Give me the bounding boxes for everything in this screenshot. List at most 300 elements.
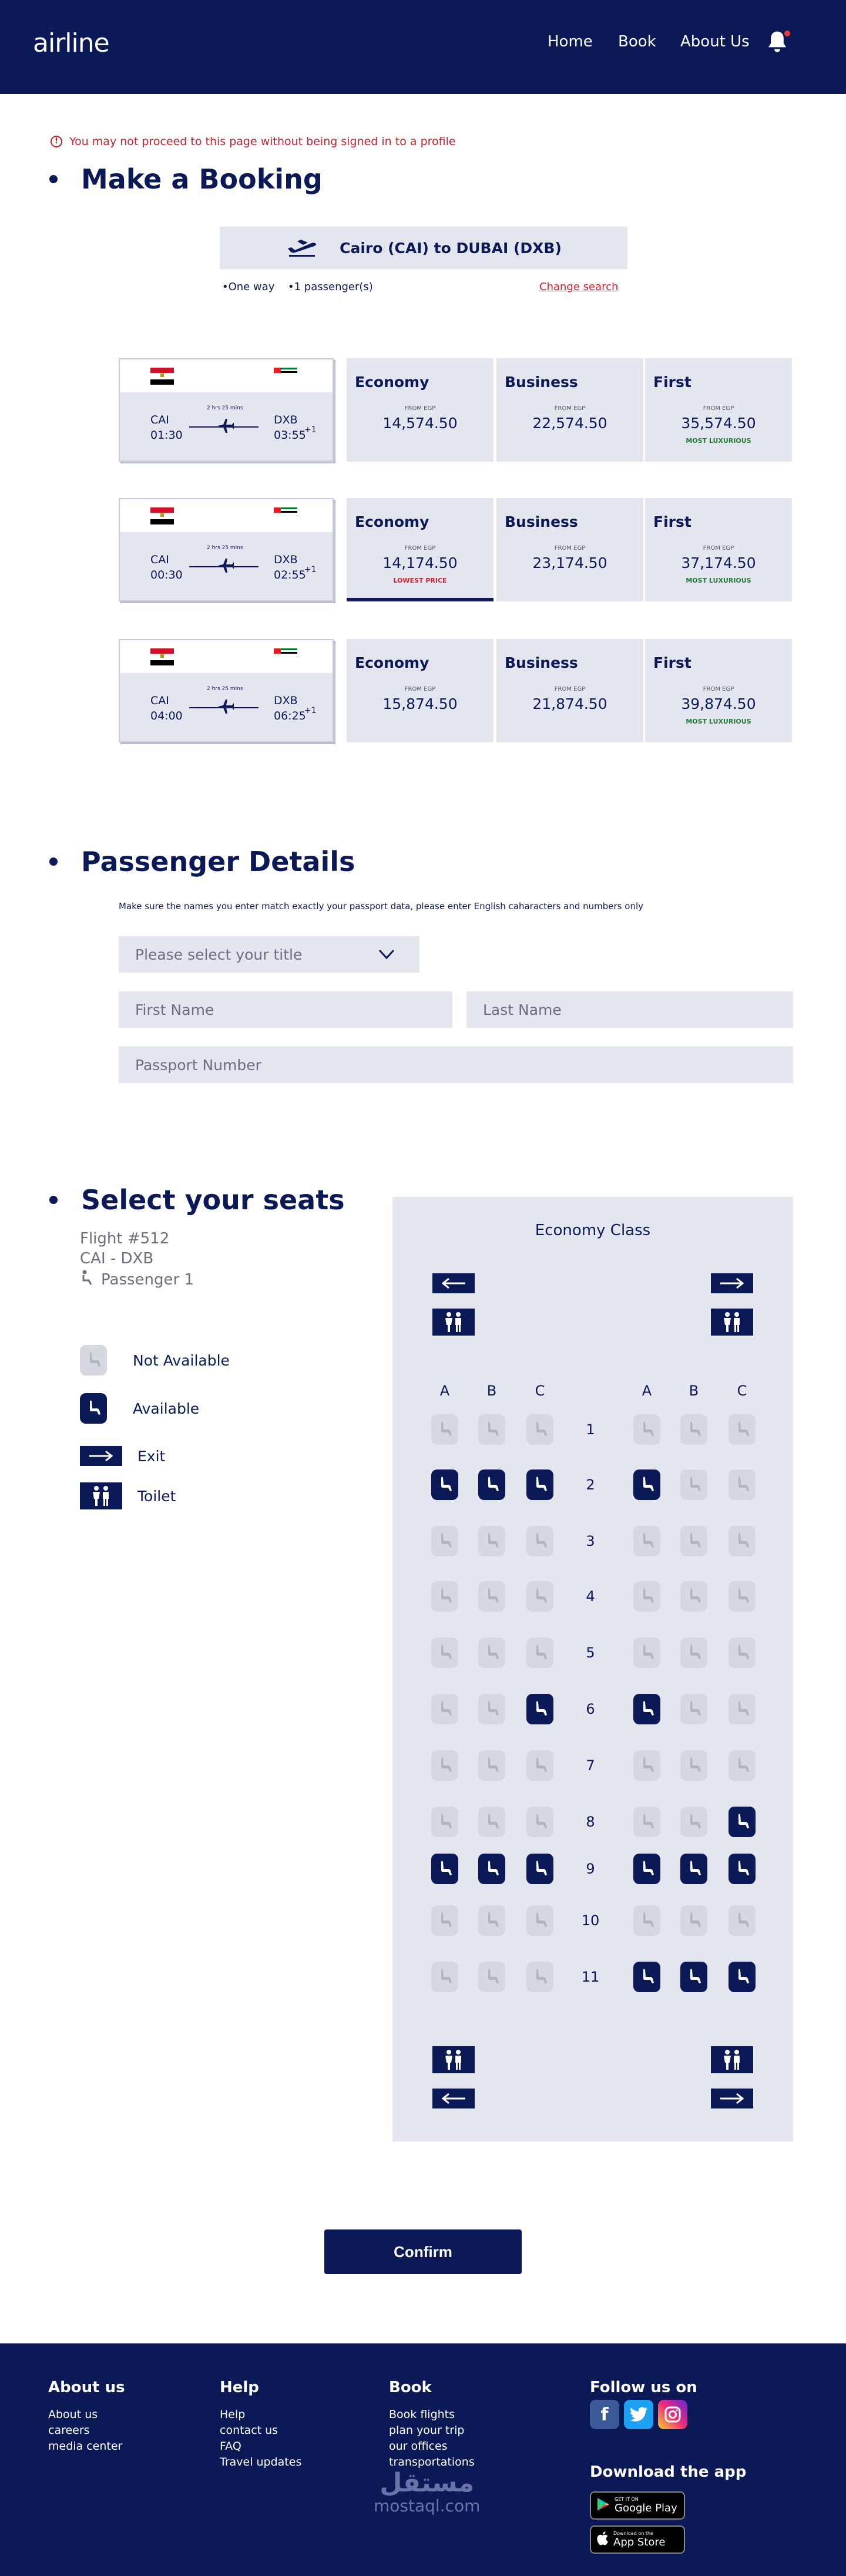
seat-icon bbox=[733, 1700, 751, 1719]
fare-class-name: Economy bbox=[355, 374, 429, 391]
seat-7B-right bbox=[680, 1750, 707, 1781]
bullet-icon bbox=[49, 857, 58, 866]
fare-option-economy[interactable] bbox=[347, 498, 494, 601]
fare-tag: MOST LUXURIOUS bbox=[686, 577, 751, 584]
seat-icon bbox=[483, 1968, 501, 1986]
exit-left-arrow-icon bbox=[432, 2089, 475, 2108]
seat-4A-right bbox=[633, 1581, 660, 1612]
next-day-indicator: +1 bbox=[304, 706, 317, 715]
nav-home[interactable]: Home bbox=[548, 33, 593, 51]
seat-9B-right[interactable] bbox=[680, 1854, 707, 1884]
fare-from-label: FROM EGP bbox=[703, 545, 734, 551]
footer bbox=[0, 2343, 846, 2576]
seat-icon bbox=[638, 1700, 656, 1719]
exit-left-arrow-icon bbox=[432, 1273, 475, 1293]
fare-price: 39,874.50 bbox=[681, 695, 756, 712]
seat-icon bbox=[733, 1475, 751, 1494]
footer-link[interactable]: transportations bbox=[389, 2456, 475, 2469]
fare-from-label: FROM EGP bbox=[404, 405, 436, 412]
flight-card-flags bbox=[120, 640, 333, 673]
footer-link[interactable]: media center bbox=[48, 2440, 123, 2453]
seat-icon bbox=[638, 1475, 656, 1494]
legend-label: Not Available bbox=[133, 1351, 230, 1369]
notification-bell-icon[interactable] bbox=[766, 29, 791, 58]
footer-link[interactable]: Help bbox=[220, 2408, 246, 2421]
fare-class-name: Business bbox=[505, 654, 578, 671]
fare-option-business[interactable] bbox=[496, 358, 643, 462]
seat-unavailable-icon bbox=[80, 1345, 107, 1376]
fare-from-label: FROM EGP bbox=[554, 686, 586, 692]
seat-icon bbox=[531, 1643, 549, 1662]
seat-icon bbox=[685, 1812, 703, 1831]
seat-8C-left bbox=[526, 1807, 553, 1837]
footer-link[interactable]: careers bbox=[48, 2424, 90, 2437]
seat-8B-left bbox=[478, 1807, 505, 1837]
seat-icon bbox=[436, 1420, 454, 1439]
seat-4C-left bbox=[526, 1581, 553, 1612]
seat-3C-right bbox=[728, 1526, 756, 1556]
seat-icon bbox=[531, 1587, 549, 1606]
seat-icon bbox=[436, 1859, 454, 1878]
fare-from-label: FROM EGP bbox=[554, 545, 586, 551]
seat-icon bbox=[638, 1859, 656, 1878]
flight-card[interactable] bbox=[119, 639, 334, 742]
seat-2A-left[interactable] bbox=[431, 1469, 458, 1500]
footer-about-title: About us bbox=[48, 2379, 125, 2396]
seats-heading bbox=[49, 1184, 345, 1216]
sign-in-warning bbox=[51, 135, 456, 148]
fare-price: 35,574.50 bbox=[681, 415, 756, 432]
seat-row-number: 5 bbox=[586, 1645, 595, 1661]
exit-right-arrow-icon bbox=[711, 2089, 753, 2108]
google-play-button[interactable] bbox=[590, 2491, 685, 2520]
flight-card[interactable] bbox=[119, 498, 334, 601]
seat-icon bbox=[638, 1587, 656, 1606]
passenger-label: Passenger 1 bbox=[101, 1270, 194, 1289]
seat-icon bbox=[483, 1475, 501, 1494]
fare-tag: MOST LUXURIOUS bbox=[686, 718, 751, 725]
seat-icon bbox=[685, 1475, 703, 1494]
app-store-button[interactable] bbox=[590, 2525, 685, 2554]
seat-icon bbox=[685, 1859, 703, 1878]
instagram-icon[interactable] bbox=[658, 2400, 687, 2429]
seat-icon bbox=[531, 1532, 549, 1551]
seat-9A-right[interactable] bbox=[633, 1854, 660, 1884]
legend-not-available bbox=[80, 1345, 230, 1376]
seat-icon bbox=[436, 1475, 454, 1494]
seat-3A-left bbox=[431, 1526, 458, 1556]
egypt-flag-icon bbox=[150, 507, 174, 524]
nav-about-us[interactable]: About Us bbox=[680, 33, 750, 51]
seat-6B-right bbox=[680, 1694, 707, 1724]
seat-row-number: 11 bbox=[581, 1969, 600, 1985]
warning-text: You may not proceed to this page without being signed in to a profile bbox=[69, 135, 456, 148]
seat-icon bbox=[685, 1420, 703, 1439]
plane-takeoff-icon bbox=[286, 234, 318, 261]
title-select[interactable] bbox=[119, 936, 419, 973]
seat-1A-right bbox=[633, 1414, 660, 1445]
fare-option-economy[interactable] bbox=[347, 358, 494, 462]
seat-11A-right[interactable] bbox=[633, 1962, 660, 1992]
seat-icon bbox=[483, 1700, 501, 1719]
seat-4B-right bbox=[680, 1581, 707, 1612]
watermark-latin: mostaql.com bbox=[374, 2496, 481, 2516]
seat-icon bbox=[685, 1911, 703, 1930]
seat-10A-right bbox=[633, 1905, 660, 1936]
seat-10C-right bbox=[728, 1905, 756, 1936]
seat-1B-left bbox=[478, 1414, 505, 1445]
seat-7A-left bbox=[431, 1750, 458, 1781]
twitter-icon[interactable] bbox=[624, 2400, 653, 2429]
seat-10C-left bbox=[526, 1905, 553, 1936]
seat-icon bbox=[483, 1532, 501, 1551]
toilet-icon bbox=[432, 2046, 475, 2073]
next-day-indicator: +1 bbox=[304, 565, 317, 574]
apple-icon bbox=[597, 2531, 609, 2548]
flight-duration: 2 hrs 25 mins bbox=[207, 686, 243, 692]
fare-from-label: FROM EGP bbox=[703, 686, 734, 692]
seat-column-label: B bbox=[689, 1383, 699, 1399]
legend-label: Toilet bbox=[137, 1487, 176, 1505]
cabin-class-title: Economy Class bbox=[535, 1222, 651, 1239]
seat-9A-left[interactable] bbox=[431, 1854, 458, 1884]
uae-flag-icon bbox=[274, 507, 297, 524]
flight-duration: 2 hrs 25 mins bbox=[207, 405, 243, 411]
seat-10B-right bbox=[680, 1905, 707, 1936]
seat-6A-right[interactable] bbox=[633, 1694, 660, 1724]
seats-title: Select your seats bbox=[81, 1184, 345, 1216]
destination-code: DXB bbox=[274, 694, 298, 707]
seat-3B-left bbox=[478, 1526, 505, 1556]
seat-icon bbox=[733, 1587, 751, 1606]
seat-4A-left bbox=[431, 1581, 458, 1612]
seat-icon bbox=[638, 1643, 656, 1662]
seat-3B-right bbox=[680, 1526, 707, 1556]
seat-row-number: 3 bbox=[586, 1533, 595, 1549]
fare-price: 21,874.50 bbox=[532, 695, 607, 712]
google-play-small: GET IT ON bbox=[615, 2497, 639, 2502]
seat-icon bbox=[531, 1700, 549, 1719]
footer-link[interactable]: our offices bbox=[389, 2440, 448, 2453]
seat-5C-right bbox=[728, 1637, 756, 1668]
seat-icon bbox=[638, 1420, 656, 1439]
fare-option-first[interactable] bbox=[645, 498, 792, 601]
footer-book-title: Book bbox=[389, 2379, 432, 2396]
seat-11B-left bbox=[478, 1962, 505, 1992]
toilet-icon bbox=[711, 1309, 753, 1336]
seat-icon bbox=[483, 1911, 501, 1930]
fare-option-economy[interactable] bbox=[347, 639, 494, 742]
watermark-arabic: مستقل bbox=[380, 2468, 475, 2498]
seat-5C-left bbox=[526, 1637, 553, 1668]
seat-icon bbox=[531, 1420, 549, 1439]
seat-row-number: 10 bbox=[581, 1912, 600, 1929]
seat-icon bbox=[685, 1587, 703, 1606]
booking-heading bbox=[49, 163, 323, 195]
flight-card[interactable] bbox=[119, 358, 334, 462]
route-bar bbox=[220, 227, 627, 269]
plane-icon bbox=[216, 558, 234, 576]
seat-icon bbox=[436, 1911, 454, 1930]
seat-5B-left bbox=[478, 1637, 505, 1668]
departure-time: 00:30 bbox=[150, 569, 183, 581]
seat-icon bbox=[483, 1859, 501, 1878]
footer-link[interactable]: FAQ bbox=[220, 2440, 241, 2453]
fare-from-label: FROM EGP bbox=[404, 686, 436, 692]
fare-option-first[interactable] bbox=[645, 358, 792, 462]
uae-flag-icon bbox=[274, 368, 297, 384]
plane-icon bbox=[216, 418, 234, 436]
seat-1A-left bbox=[431, 1414, 458, 1445]
fare-price: 23,174.50 bbox=[532, 554, 607, 571]
seat-7C-left bbox=[526, 1750, 553, 1781]
footer-link[interactable]: contact us bbox=[220, 2424, 278, 2437]
seat-icon bbox=[685, 1643, 703, 1662]
alert-icon: ! bbox=[51, 136, 62, 147]
seat-8B-right bbox=[680, 1807, 707, 1837]
seat-3C-left bbox=[526, 1526, 553, 1556]
exit-arrow-icon bbox=[80, 1446, 122, 1466]
seat-icon bbox=[483, 1812, 501, 1831]
seat-column-label: C bbox=[535, 1383, 545, 1399]
seat-9B-left[interactable] bbox=[478, 1854, 505, 1884]
seat-available-icon bbox=[80, 1393, 107, 1424]
seat-11B-right[interactable] bbox=[680, 1962, 707, 1992]
seat-row-number: 1 bbox=[586, 1421, 595, 1438]
seat-icon bbox=[483, 1420, 501, 1439]
seat-icon bbox=[531, 1859, 549, 1878]
seat-4B-left bbox=[478, 1581, 505, 1612]
fare-price: 22,574.50 bbox=[532, 415, 607, 432]
footer-link[interactable]: Book flights bbox=[389, 2408, 455, 2421]
fare-tag: MOST LUXURIOUS bbox=[686, 437, 751, 445]
bullet-icon bbox=[49, 1196, 58, 1204]
destination-code: DXB bbox=[274, 413, 298, 426]
fare-option-business[interactable] bbox=[496, 639, 643, 742]
seat-icon bbox=[638, 1911, 656, 1930]
seat-6B-left bbox=[478, 1694, 505, 1724]
seat-8C-right[interactable] bbox=[728, 1807, 756, 1837]
seat-10A-left bbox=[431, 1905, 458, 1936]
footer-link[interactable]: About us bbox=[48, 2408, 98, 2421]
seat-icon bbox=[733, 1911, 751, 1930]
seat-icon bbox=[483, 1643, 501, 1662]
seat-icon bbox=[685, 1968, 703, 1986]
fare-option-first[interactable] bbox=[645, 639, 792, 742]
legend-exit bbox=[80, 1446, 165, 1466]
seat-icon bbox=[436, 1587, 454, 1606]
arrival-time: 02:55 bbox=[274, 569, 306, 581]
seat-column-label: A bbox=[642, 1383, 652, 1399]
seat-8A-right bbox=[633, 1807, 660, 1837]
footer-link[interactable]: plan your trip bbox=[389, 2424, 465, 2437]
seat-6C-right bbox=[728, 1694, 756, 1724]
seat-6C-left[interactable] bbox=[526, 1694, 553, 1724]
seat-icon bbox=[638, 1968, 656, 1986]
seat-row-number: 9 bbox=[586, 1861, 595, 1877]
fare-price: 14,574.50 bbox=[382, 415, 458, 432]
fare-from-label: FROM EGP bbox=[554, 405, 586, 412]
fare-price: 37,174.50 bbox=[681, 554, 756, 571]
seat-9C-left[interactable] bbox=[526, 1854, 553, 1884]
seat-2C-left[interactable] bbox=[526, 1469, 553, 1500]
seat-11C-right[interactable] bbox=[728, 1962, 756, 1992]
seat-2B-right bbox=[680, 1469, 707, 1500]
seat-icon bbox=[436, 1968, 454, 1986]
seat-icon bbox=[436, 1643, 454, 1662]
toilet-icon bbox=[432, 1309, 475, 1336]
origin-code: CAI bbox=[150, 694, 169, 707]
seat-map bbox=[392, 1197, 793, 2141]
seat-11C-left bbox=[526, 1962, 553, 1992]
fare-class-name: Business bbox=[505, 374, 578, 391]
fare-class-name: First bbox=[653, 513, 691, 530]
fare-tag: LOWEST PRICE bbox=[393, 577, 447, 584]
fare-option-business[interactable] bbox=[496, 498, 643, 601]
seat-5B-right bbox=[680, 1637, 707, 1668]
seat-row-number: 2 bbox=[586, 1477, 595, 1493]
seat-icon bbox=[436, 1532, 454, 1551]
seat-icon bbox=[733, 1756, 751, 1775]
destination-code: DXB bbox=[274, 553, 298, 566]
seat-icon bbox=[638, 1532, 656, 1551]
legend-label: Exit bbox=[137, 1447, 166, 1465]
departure-time: 01:30 bbox=[150, 429, 183, 442]
next-day-indicator: +1 bbox=[304, 425, 317, 435]
seat-2B-left[interactable] bbox=[478, 1469, 505, 1500]
fare-class-name: First bbox=[653, 374, 691, 391]
logo[interactable]: airline bbox=[33, 28, 109, 58]
toilet-icon bbox=[711, 2046, 753, 2073]
seat-icon bbox=[531, 1475, 549, 1494]
plane-icon bbox=[216, 699, 234, 717]
arrival-time: 03:55 bbox=[274, 429, 306, 442]
fare-class-name: Economy bbox=[355, 513, 429, 530]
passenger-count: •1 passenger(s) bbox=[288, 281, 373, 293]
seat-1B-right bbox=[680, 1414, 707, 1445]
chevron-down-icon bbox=[378, 946, 395, 963]
flight-card-flags bbox=[120, 359, 333, 392]
seat-icon bbox=[733, 1532, 751, 1551]
uae-flag-icon bbox=[274, 648, 297, 665]
seat-2C-right bbox=[728, 1469, 756, 1500]
seat-icon bbox=[733, 1643, 751, 1662]
seat-icon bbox=[436, 1756, 454, 1775]
seat-3A-right bbox=[633, 1526, 660, 1556]
exit-right-arrow-icon bbox=[711, 1273, 753, 1293]
egypt-flag-icon bbox=[150, 368, 174, 384]
fare-class-name: Economy bbox=[355, 654, 429, 671]
change-search-link[interactable]: Change search bbox=[539, 281, 619, 293]
seat-7A-right bbox=[633, 1750, 660, 1781]
passport-number-field[interactable]: Passport Number bbox=[119, 1047, 793, 1083]
seat-icon bbox=[531, 1911, 549, 1930]
seat-2A-right[interactable] bbox=[633, 1469, 660, 1500]
seat-icon bbox=[531, 1756, 549, 1775]
seat-8A-left bbox=[431, 1807, 458, 1837]
fare-class-name: First bbox=[653, 654, 691, 671]
passenger-heading bbox=[49, 846, 355, 877]
booking-title: Make a Booking bbox=[81, 163, 323, 195]
facebook-icon[interactable]: f bbox=[590, 2400, 619, 2429]
seat-1C-left bbox=[526, 1414, 553, 1445]
trip-type: •One way bbox=[222, 281, 275, 293]
google-play-icon bbox=[597, 2497, 610, 2514]
fare-price: 14,174.50 bbox=[382, 554, 458, 571]
seat-7C-right bbox=[728, 1750, 756, 1781]
nav-book[interactable]: Book bbox=[618, 33, 656, 51]
app-store-small: Download on the bbox=[613, 2531, 653, 2536]
flight-number: Flight #512 bbox=[80, 1230, 170, 1247]
notification-dot bbox=[784, 31, 790, 36]
arrival-time: 06:25 bbox=[274, 709, 306, 722]
legend-available bbox=[80, 1393, 199, 1424]
footer-link[interactable]: Travel updates bbox=[220, 2456, 302, 2469]
fare-price: 15,874.50 bbox=[382, 695, 458, 712]
seat-column-label: A bbox=[439, 1383, 450, 1399]
seat-6A-left bbox=[431, 1694, 458, 1724]
toilet-icon bbox=[80, 1482, 122, 1509]
seat-icon bbox=[483, 1756, 501, 1775]
first-name-field[interactable]: First Name bbox=[119, 991, 452, 1028]
seat-icon bbox=[733, 1420, 751, 1439]
seat-9C-right[interactable] bbox=[728, 1854, 756, 1884]
seat-icon bbox=[436, 1700, 454, 1719]
title-select-value: Please select your title bbox=[135, 946, 303, 963]
passenger-title: Passenger Details bbox=[81, 846, 355, 877]
footer-follow-title: Follow us on bbox=[590, 2379, 697, 2396]
fare-from-label: FROM EGP bbox=[404, 545, 436, 551]
legend-label: Available bbox=[133, 1400, 200, 1417]
app-store-big: App Store bbox=[613, 2536, 666, 2548]
footer-download-title: Download the app bbox=[590, 2463, 747, 2481]
seat-11A-left bbox=[431, 1962, 458, 1992]
seat-row-number: 8 bbox=[586, 1814, 595, 1830]
passenger-note: Make sure the names you enter match exactly your passport data, please enter English caharacters and numbers only bbox=[119, 901, 643, 912]
seat-4C-right bbox=[728, 1581, 756, 1612]
passenger-indicator bbox=[80, 1270, 194, 1289]
seat-icon bbox=[685, 1532, 703, 1551]
flight-route: CAI - DXB bbox=[80, 1250, 154, 1267]
origin-code: CAI bbox=[150, 553, 169, 566]
legend-toilet bbox=[80, 1482, 176, 1509]
origin-code: CAI bbox=[150, 413, 169, 426]
seat-row-number: 7 bbox=[586, 1757, 595, 1774]
seat-5A-right bbox=[633, 1637, 660, 1668]
seat-icon bbox=[733, 1859, 751, 1878]
seat-icon bbox=[531, 1812, 549, 1831]
seat-icon bbox=[483, 1587, 501, 1606]
egypt-flag-icon bbox=[150, 648, 174, 665]
seat-icon bbox=[638, 1812, 656, 1831]
seat-icon bbox=[531, 1968, 549, 1986]
flight-card-flags bbox=[120, 499, 333, 532]
seat-row-number: 6 bbox=[586, 1701, 595, 1717]
google-play-big: Google Play bbox=[615, 2502, 677, 2514]
fare-from-label: FROM EGP bbox=[703, 405, 734, 412]
departure-time: 04:00 bbox=[150, 709, 183, 722]
seat-column-label: B bbox=[486, 1383, 497, 1399]
flight-duration: 2 hrs 25 mins bbox=[207, 545, 243, 551]
seat-icon bbox=[638, 1756, 656, 1775]
confirm-button[interactable]: Confirm bbox=[324, 2229, 522, 2274]
seat-icon bbox=[685, 1700, 703, 1719]
last-name-field[interactable]: Last Name bbox=[466, 991, 793, 1028]
seat-10B-left bbox=[478, 1905, 505, 1936]
route-text: Cairo (CAI) to DUBAI (DXB) bbox=[340, 239, 562, 257]
fare-class-name: Business bbox=[505, 513, 578, 530]
seat-person-icon bbox=[80, 1270, 93, 1289]
